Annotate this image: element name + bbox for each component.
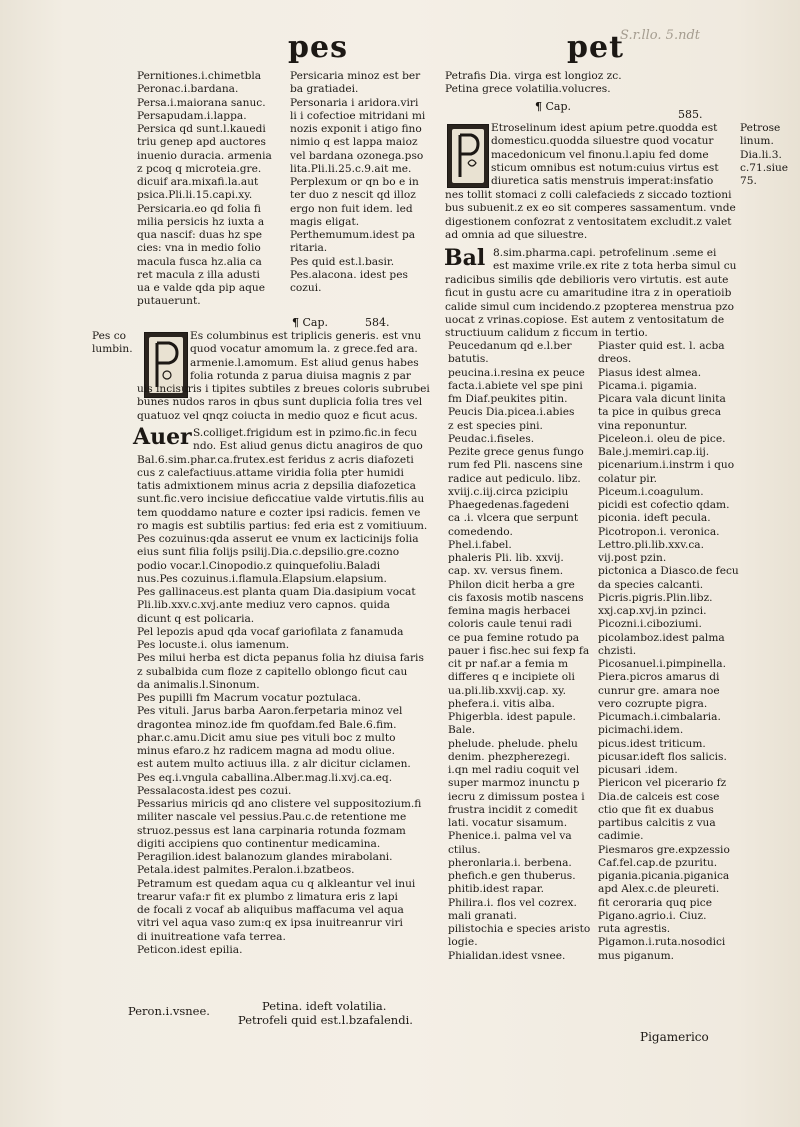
text-line: vij.post pzin. — [598, 552, 667, 564]
text-line: quod vocatur amomum la. z grece.fed ara. — [190, 343, 418, 356]
text-line: pictonica a Diasco.de fecu — [598, 565, 739, 578]
text-line: vero cozrupte pigra. — [598, 697, 708, 710]
text-line: cis faxosis motib nascens — [448, 591, 584, 604]
text-line: Pes milui herba est dicta pepanus folia hz diuisa faris — [137, 652, 424, 665]
text-line: batutis. — [448, 353, 489, 366]
text-line: nes tollit stomaci z colli calefacieds z siccado toztioni — [445, 189, 732, 201]
text-line: S.colliget.frigidum est in pzimo.fic.in fecu — [193, 427, 418, 439]
margin-note-pes-columbinus — [92, 330, 133, 357]
margin-line: c.71.siue — [740, 161, 789, 174]
text-line: tem quoddamo nature e cozter ipsi radicis. femen ve — [137, 506, 421, 519]
text-line: Bale. — [448, 724, 476, 737]
text-line: cadimie. — [598, 830, 644, 843]
text-line: triu genep apd auctores — [137, 136, 266, 149]
text-line: ndo. Est aliud genus dictu anagiros de quo — [193, 440, 423, 453]
text-line: dicunt q est policaria. — [137, 612, 255, 625]
text-line: fit ceroraria quq pice — [598, 896, 712, 909]
text-line: picusar.ideft flos salicis. — [598, 750, 727, 763]
margin-line: Petrose — [740, 122, 781, 134]
text-line: partibus calcitis z vua — [598, 817, 716, 829]
text-line: Pes gallinaceus.est planta quam Dia.dasipium vocat — [137, 586, 416, 598]
text-line: 8.sim.pharma.capi. petrofelinum .seme ei — [493, 247, 717, 259]
text-line: folia rotunda z parua diuisa magnis z par — [190, 369, 411, 382]
text-line: sticum omnibus est notum:cuius virtus est — [491, 161, 719, 174]
text-line: i.qn mel radiu coquit vel — [448, 764, 580, 776]
right-page-subcolumn-right — [598, 340, 739, 963]
pencil-annotation: S.r.llo. 5.ndt — [620, 28, 700, 43]
text-line: dreos. — [598, 353, 632, 366]
text-line: radice aut pediculo. libz. — [448, 472, 581, 485]
text-line: Perthemumum.idest pa — [290, 229, 416, 241]
text-line: cus z calefactiuus.attame viridia folia pter humidi — [137, 466, 404, 479]
text-line: picidi est cofectio qdam. — [598, 499, 730, 511]
left-page-subcolumn-left — [137, 70, 272, 309]
text-line: picusari .idem. — [598, 764, 678, 776]
text-line: pauer i fisc.hec sui fexp fa — [448, 644, 590, 657]
text-line: mus piganum. — [598, 949, 674, 962]
text-line: Pes vituli. Jarus barba Aaron.ferpetaria minoz vel — [137, 705, 403, 718]
text-line: coloris caule tenui radi — [448, 618, 572, 631]
text-line: Persicaria minoz est ber — [290, 70, 421, 82]
text-line: Bale.j.memiri.cap.iij. — [598, 446, 710, 458]
text-line: podio vocar.l.Cinopodio.z quinquefoliu.Baladi — [137, 559, 381, 572]
text-line: dragontea minoz.ide fm quofdam.fed Bale.6.fim. — [137, 718, 397, 731]
text-line: Piericon vel picerario fz — [598, 777, 727, 790]
text-line: ruta agrestis. — [598, 923, 671, 935]
text-line: Pigano.agrio.i. Ciuz. — [598, 909, 707, 922]
text-line: Personaria i aridora.viri — [290, 96, 419, 109]
text-line: Petala.idest palmites.Peralon.i.bzatbeos. — [137, 864, 355, 877]
text-line: z pcoq q microteia.gre. — [137, 162, 262, 175]
text-line: Petramum est quedam aqua cu q alkleantur vel inui — [137, 877, 416, 890]
text-line: da species calcanti. — [598, 578, 704, 591]
text-line: macedonicum vel finonu.l.apiu fed dome — [491, 148, 709, 161]
text-line: ta pice in quibus greca — [598, 406, 722, 419]
text-line: Persicaria.eo qd folia fi — [137, 202, 261, 215]
text-line: phitib.idest rapar. — [448, 883, 545, 896]
margin-note-petroselinum — [740, 122, 788, 188]
text-line: Caf.fel.cap.de pzuritu. — [598, 856, 718, 869]
text-line: Peucis Dia.picea.i.abies — [448, 406, 575, 419]
running-head-right: pet — [567, 30, 624, 65]
text-line: cap. xv. versus finem. — [448, 565, 564, 578]
text-line: nus.Pes cozuinus.i.flamula.Elapsium.elapsium. — [137, 572, 387, 585]
text-line: diuretica satis menstruis imperat:insfatio — [491, 175, 714, 187]
text-line: Dia.de calceis est cose — [598, 790, 720, 803]
text-line: cit pr naf.ar a femia m — [448, 658, 568, 670]
text-line: Pes eq.i.vngula caballina.Alber.mag.li.xvj.ca.eq. — [137, 771, 393, 784]
text-line: Petina grece volatilia.volucres. — [445, 83, 611, 96]
text-line: Picara vala dicunt linita — [598, 393, 726, 405]
text-line: cozui. — [290, 282, 322, 294]
chapter-number: 584. — [365, 316, 390, 329]
text-line: vina reponuntur. — [598, 419, 688, 432]
text-line: pheronlaria.i. berbena. — [448, 856, 572, 869]
text-line: Petrafis Dia. virga est longioz zc. — [445, 70, 622, 82]
text-line: Pes locuste.i. olus iamenum. — [137, 639, 290, 651]
text-line: ua e valde qda pip aque — [137, 282, 266, 294]
text-line: macula fusca hz.alia ca — [137, 255, 262, 268]
margin-line: Pes co — [92, 330, 127, 342]
chapter-number-right: 585. — [678, 108, 703, 121]
text-line: Peticon.idest epilia. — [137, 943, 243, 956]
left-page-body — [137, 427, 427, 957]
text-line: qua nascif: duas hz spe — [137, 229, 263, 241]
text-line: peucina.i.resina ex peuce — [448, 366, 585, 379]
text-line: est maxime vrile.ex rite z tota herba simul cu — [493, 260, 737, 273]
text-line: Perplexum or qn bo e in — [290, 176, 419, 188]
text-line: Picumach.i.cimbalaria. — [598, 711, 721, 723]
text-line: Piaster quid est. l. acba — [598, 340, 725, 352]
text-line: bus subuenit.z ex eo sit comperes sassamentum. vnde — [445, 202, 736, 215]
text-line: digiti accipiens quo continentur medicamina. — [137, 837, 381, 850]
text-line: Pes.alacona. idest pes — [290, 268, 408, 281]
text-line: Pernitiones.i.chimetbla — [137, 70, 262, 82]
decorated-initial-right — [447, 124, 489, 188]
text-line: Phenice.i. palma vel va — [448, 830, 572, 843]
text-line: differes q e incipiete oli — [448, 671, 575, 684]
text-line: minus efaro.z hz radicem magna ad modu oliue. — [137, 745, 396, 757]
right-page-top-lines — [445, 70, 622, 97]
text-line: tatis admixtionem minus acria z depsilia diafozetica — [137, 480, 416, 492]
chapter-label: Cap. — [545, 100, 572, 113]
text-line: mali granati. — [448, 909, 517, 922]
text-line: Es columbinus est triplicis generis. est vnu — [190, 330, 422, 342]
footer-right-entry: Petrofeli quid est.l.bzafalendi. — [238, 1013, 413, 1027]
left-page-initial-paragraph — [137, 330, 430, 423]
text-line: ritaria. — [290, 242, 328, 255]
text-line: fm Diaf.peukites pitin. — [448, 393, 568, 405]
text-line: Philon dicit herba a gre — [448, 578, 575, 591]
text-line: putauerunt. — [137, 295, 201, 308]
text-line: Picosanuel.i.pimpinella. — [598, 658, 726, 670]
text-line: Pessalacosta.idest pes cozui. — [137, 784, 292, 797]
margin-line: lumbin. — [92, 343, 133, 356]
text-line: z est species pini. — [448, 419, 543, 432]
text-line: militer nascale vel pessius.Pau.c.de retentione me — [137, 811, 407, 824]
text-line: ua.pli.lib.xxvij.cap. xy. — [448, 684, 567, 697]
right-page-gal-lines — [493, 247, 737, 274]
text-line: picus.idest triticum. — [598, 737, 706, 750]
text-line: ergo non fuit idem. led — [290, 202, 413, 215]
text-line: nimio q est lappa maioz — [290, 136, 418, 149]
text-line: ret macula z illa adusti — [137, 268, 260, 281]
text-line: Picama.i. pigamia. — [598, 379, 698, 392]
text-line: phelude. phelude. phelu — [448, 737, 578, 750]
text-line: Piceleon.i. oleu de pice. — [598, 432, 726, 445]
text-line: frustra incidit z comedit — [448, 803, 578, 816]
text-line: chzisti. — [598, 644, 637, 657]
running-head-left: pes — [288, 30, 348, 65]
text-line: Phaegedenas.fagedeni — [448, 499, 570, 511]
text-line: Peragilion.idest balanozum glandes mirabolani. — [137, 851, 393, 863]
text-line: ctilus. — [448, 843, 481, 856]
text-line: z subalbida cum floze z capitello oblongo ficut cau — [137, 665, 408, 678]
chapter-heading-left: ¶ Cap. 584. — [292, 316, 390, 329]
margin-line: linum. — [740, 135, 774, 148]
text-line: inuenio duracia. armenia — [137, 149, 272, 162]
chapter-heading-right: ¶ Cap. — [535, 100, 572, 113]
text-line: Peucedanum qd e.l.ber — [448, 340, 572, 352]
text-line: uis incisuris i tipites subtiles z breues coloris subrubei — [137, 383, 430, 395]
text-line: vel bardana ozonega.pso — [290, 149, 424, 162]
text-line: Picris.pigris.Plin.libz. — [598, 591, 713, 604]
text-line: ro magis est subtilis partius: fed eria est z vomitiuum. — [137, 519, 428, 532]
text-line: sunt.fic.vero incisiue deficcatiue valde virtutis.filis au — [137, 493, 425, 506]
text-line: dicuif ara.mixafi.la.aut — [137, 176, 259, 188]
catchword: Pigamerico — [640, 1030, 709, 1044]
text-line: nozis exponit i atigo fino — [290, 123, 422, 135]
left-page-subcolumn-right — [290, 70, 425, 295]
text-line: apd Alex.c.de pleureti. — [598, 883, 720, 896]
text-line: Piasus idest almea. — [598, 366, 702, 379]
text-line: comedendo. — [448, 525, 513, 538]
text-line: calide simul cum incidendo.z pzopterea menstrua pzo — [445, 300, 734, 313]
text-line: Bal.6.sim.phar.ca.frutex.est feridus z acris diafozeti — [137, 453, 414, 466]
section-word-gal: Bal — [444, 245, 486, 271]
margin-line: 75. — [740, 175, 757, 187]
text-line: domesticu.quodda siluestre quod vocatur — [491, 135, 714, 148]
text-line: picenarium.i.instrm i quo — [598, 459, 735, 472]
text-line: bunes nudos raros in qbus sunt duplicia folia tres vel — [137, 396, 423, 409]
margin-line: Dia.li.3. — [740, 148, 782, 161]
text-line: cies: vna in medio folio — [137, 242, 261, 255]
text-line: li i cofectioe mitridani mi — [290, 109, 426, 122]
text-line: Philira.i. flos vel cozrex. — [448, 896, 577, 909]
text-line: pigania.picania.piganica — [598, 870, 730, 882]
text-line: Persica qd sunt.l.kauedi — [137, 123, 266, 135]
text-line: phaleris Pli. lib. xxvij. — [448, 552, 564, 564]
footer-left-entry: Peron.i.vsnee. — [128, 1004, 210, 1018]
text-line: iecru z dimissum postea i — [448, 790, 585, 803]
text-line: phefera.i. vitis alba. — [448, 697, 555, 710]
right-page-full-lines — [445, 274, 734, 340]
text-line: Phialidan.idest vsnee. — [448, 949, 566, 962]
text-line: ba gratiadei. — [290, 83, 359, 96]
text-line: Pessarius miricis qd ano clistere vel suppositozium.fi — [137, 798, 422, 810]
chapter-label: Cap. — [302, 316, 329, 329]
text-line: vitri vel aqua vaso zum:q ex ipsa inuitreanrur viri — [137, 917, 403, 930]
text-line: lati. vocatur sisamum. — [448, 817, 568, 829]
text-line: facta.i.abiete vel spe pini — [448, 379, 583, 392]
text-line: ter duo z nescit qd illoz — [290, 189, 416, 202]
text-line: Pigamon.i.ruta.nosodici — [598, 936, 726, 949]
text-line: xxj.cap.xvj.in pzinci. — [598, 605, 707, 617]
text-line: struoz.pessus est lana carpinaria rotunda fozmam — [137, 824, 406, 837]
text-line: psica.Pli.li.15.capi.xy. — [137, 189, 253, 202]
text-line: ca .i. vlcera que serpunt — [448, 512, 579, 525]
text-line: Picotropon.i. veronica. — [598, 525, 720, 538]
text-line: Piesmaros gre.expzessio — [598, 843, 730, 856]
text-line: lita.Pli.li.25.c.9.ait me. — [290, 162, 412, 175]
text-line: Etroselinum idest apium petre.quodda est — [491, 122, 718, 134]
section-word-auer: Auer — [133, 424, 192, 450]
text-line: eius sunt filia folijs psilij.Dia.c.depsilio.gre.cozno — [137, 546, 400, 559]
text-line: Pli.lib.xxv.c.xvj.ante mediuz vero capnos. quida — [137, 599, 390, 612]
text-line: ficut in gustu acre cu amaritudine itra z in operatioib — [445, 287, 732, 300]
initial-p-ornament-icon — [454, 131, 482, 181]
footer-faint-entry: Petina. ideft volatilia. — [262, 999, 387, 1013]
text-line: Pes cozuinus:qda asserut ee vnum ex lacticinijs folia — [137, 533, 419, 545]
text-line: phar.c.amu.Dicit amu siue pes vituli boc z multo — [137, 731, 396, 744]
text-line: pilistochia e species aristo — [448, 923, 591, 935]
text-line: Pes quid est.l.basir. — [290, 255, 395, 268]
text-line: colatur pir. — [598, 472, 657, 485]
text-line: de focali z vocaf ab aliquibus maffacuma vel aqua — [137, 904, 404, 916]
text-line: armenie.l.amomum. Est aliud genus habes — [190, 356, 419, 369]
right-page-initial-paragraph — [491, 122, 719, 188]
text-line: rum fed Pli. nascens sine — [448, 459, 583, 472]
text-line: Persapudam.i.lappa. — [137, 109, 247, 122]
text-line: Piceum.i.coagulum. — [598, 485, 704, 498]
text-line: Pes pupilli fm Macrum vocatur poztulaca. — [137, 692, 362, 704]
text-line: Phigerbla. idest papule. — [448, 711, 576, 723]
text-line: milia persicis hz iuxta a — [137, 215, 265, 228]
text-line: femina magis herbacei — [448, 605, 571, 617]
text-line: Persa.i.maiorana sanuc. — [137, 96, 266, 109]
text-line: Peudac.i.fiseles. — [448, 432, 535, 445]
text-line: piconia. ideft pecula. — [598, 512, 711, 525]
right-page-subcolumn-left — [448, 340, 590, 963]
text-line: ad omnia ad que siluestre. — [445, 228, 588, 241]
text-line: xviij.c.iij.circa pzicipiu — [448, 485, 569, 498]
text-line: quatuoz vel qnqz coiucta in medio quoz e ficut acus. — [137, 409, 418, 422]
text-line: ctio que fit ex duabus — [598, 803, 714, 816]
text-line: est autem multo actiuus illa. z alr dicitur ciclamen. — [137, 758, 411, 771]
text-line: Piera.picros amarus di — [598, 671, 720, 684]
text-line: digestionem confozrat z ventositatem excludit.z valet — [445, 215, 732, 228]
text-line: cunrur gre. amara noe — [598, 684, 720, 697]
text-line: ce pua femine rotudo pa — [448, 631, 580, 644]
text-line: structiuum calidum z ficcum in tertio. — [445, 327, 648, 339]
text-line: di inuitreatione vafa terrea. — [137, 930, 286, 943]
text-line: picolamboz.idest palma — [598, 631, 725, 644]
text-line: Pel lepozis apud qda vocaf gariofilata z fanamuda — [137, 625, 404, 638]
right-page-paragraph — [445, 189, 736, 242]
text-line: Peronac.i.bardana. — [137, 83, 239, 96]
text-line: trearur vafa:r fit ex plumbo z limatura eris z lapi — [137, 890, 398, 903]
text-line: phefich.e gen thuberus. — [448, 870, 576, 882]
text-line: da animalis.l.Sinonum. — [137, 678, 260, 691]
text-line: denim. phezpherezegi. — [448, 750, 571, 763]
text-line: Pezite grece genus fungo — [448, 446, 584, 458]
text-line: Phel.i.fabel. — [448, 538, 512, 551]
text-line: super marmoz inunctu p — [448, 777, 580, 790]
text-line: logie. — [448, 936, 478, 949]
text-line: radicibus similis qde debilioris vero virtutis. est aute — [445, 274, 729, 286]
text-line: Picozni.i.ciboziumi. — [598, 618, 702, 631]
text-line: Lettro.pli.lib.xxv.ca. — [598, 538, 704, 551]
text-line: picimachi.idem. — [598, 724, 684, 737]
text-line: magis eligat. — [290, 215, 360, 228]
text-line: uocat z vrinas.copiose. Est autem z ventositatum de — [445, 313, 725, 326]
